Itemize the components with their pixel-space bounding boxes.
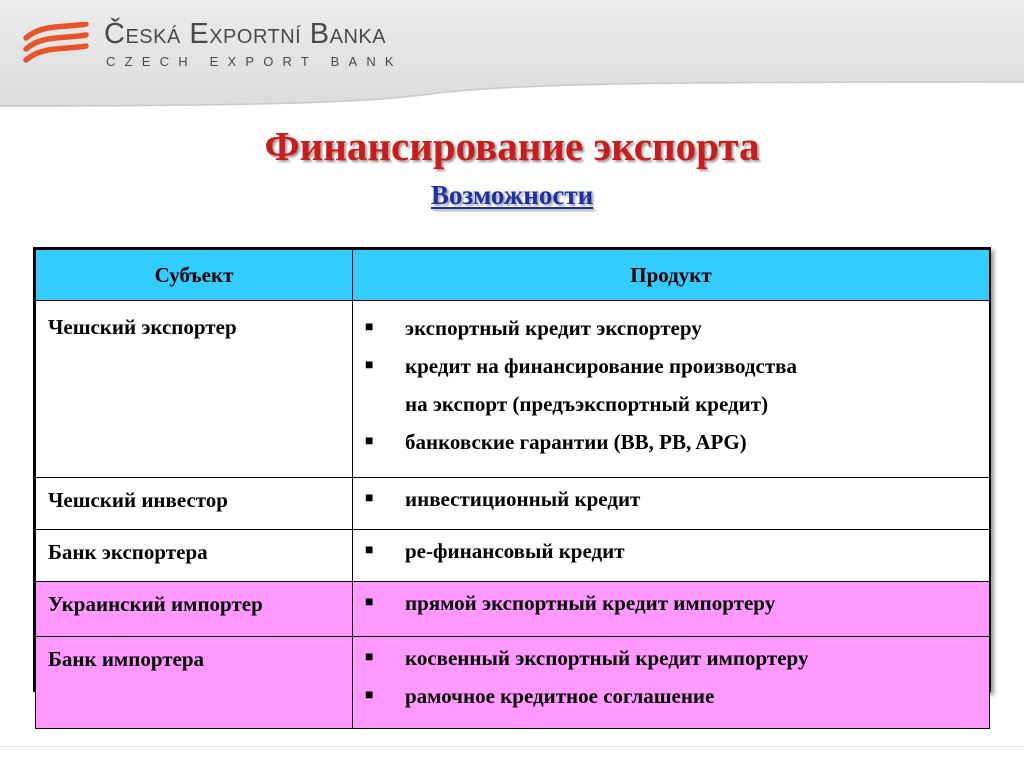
product-item	[365, 584, 989, 622]
column-header-product: Продукт	[353, 250, 990, 301]
product-text: на экспорт (предъэкспортный кредит)	[405, 392, 769, 416]
subject-cell: Банк экспортера	[36, 530, 353, 582]
product-text: инвестиционный кредит	[405, 487, 641, 511]
bullet-icon: ■	[365, 650, 374, 665]
bullet-icon: ■	[365, 688, 374, 703]
product-cell	[353, 637, 990, 729]
product-item	[365, 532, 989, 570]
slide-subtitle: Возможности	[430, 180, 594, 210]
product-text: косвенный экспортный кредит импортеру	[405, 646, 809, 670]
subject-product-table	[33, 247, 991, 708]
product-text: рамочное кредитное соглашение	[405, 684, 715, 708]
product-item	[365, 677, 989, 715]
product-text: ре-финансовый кредит	[405, 539, 625, 563]
product-text: кредит на финансирование производства	[405, 354, 797, 378]
table-row-highlighted	[36, 582, 990, 637]
table-row	[36, 301, 990, 478]
subject-cell: Банк импортера	[36, 637, 353, 729]
product-item	[365, 423, 989, 461]
bullet-icon: ■	[365, 491, 374, 506]
table-row	[36, 530, 990, 582]
slide-subtitle-wrap	[0, 180, 1024, 211]
footer-divider	[0, 746, 1024, 747]
product-text: банковские гарантии (BB, PB, APG)	[405, 430, 747, 454]
bullet-icon: ■	[365, 595, 374, 610]
ceb-logo-icon	[22, 22, 90, 68]
product-cell	[353, 530, 990, 582]
subject-cell: Украинский импортер	[36, 582, 353, 637]
bullet-icon: ■	[365, 358, 374, 373]
slide-title: Финансирование экспорта	[264, 123, 760, 169]
product-cell	[353, 478, 990, 530]
bank-name: Česká Exportní Banka	[104, 18, 387, 50]
bullet-icon: ■	[365, 434, 374, 449]
table-row-highlighted	[36, 637, 990, 729]
product-item	[365, 639, 989, 677]
product-cell	[353, 582, 990, 637]
product-cell	[353, 301, 990, 478]
subject-cell: Чешский инвестор	[36, 478, 353, 530]
subject-cell: Чешский экспортер	[36, 301, 353, 478]
product-text: прямой экспортный кредит импортеру	[405, 591, 776, 615]
table-header-row	[36, 250, 990, 301]
table-row	[36, 478, 990, 530]
product-text: экспортный кредит экспортеру	[405, 316, 702, 340]
bullet-icon: ■	[365, 320, 374, 335]
product-item	[365, 347, 989, 385]
bullet-icon: ■	[365, 543, 374, 558]
product-item	[365, 480, 989, 518]
product-item-continuation	[365, 385, 989, 423]
bank-name-english: CZECH EXPORT BANK	[106, 54, 403, 69]
product-item	[365, 309, 989, 347]
column-header-subject: Субъект	[36, 250, 353, 301]
